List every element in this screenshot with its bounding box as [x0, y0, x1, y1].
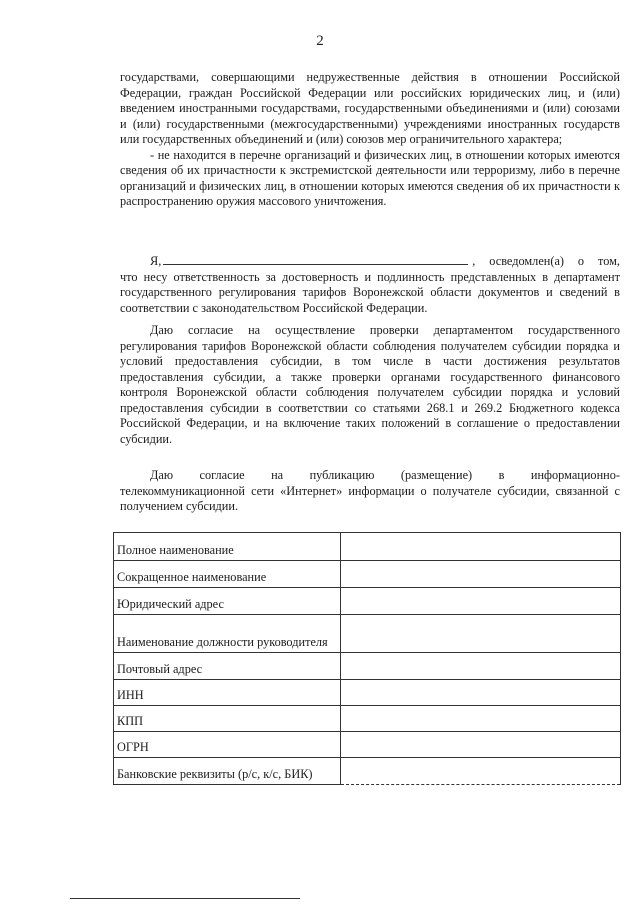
table-row [114, 588, 621, 615]
consent-inspection [120, 323, 620, 447]
consent-publication-first-line: Даю согласие на публикацию (размещение) в информационно- [150, 468, 620, 482]
row-label: Полное наименование [114, 533, 341, 561]
row-value-field[interactable] [341, 653, 621, 680]
responsibility-acknowledgment [120, 253, 620, 316]
table-row [114, 680, 621, 706]
consent-publication [120, 468, 620, 515]
table-row [114, 561, 621, 588]
table-row [114, 653, 621, 680]
footnote-divider [70, 898, 300, 899]
row-label: Почтовый адрес [114, 653, 341, 680]
name-signature-field[interactable] [163, 253, 468, 265]
signature-row [120, 253, 620, 270]
ack-suffix: , осведомлен(а) о том, [472, 254, 620, 268]
row-value-field[interactable] [341, 732, 621, 758]
row-label: Юридический адрес [114, 588, 341, 615]
row-value-field[interactable] [341, 588, 621, 615]
row-label: Наименование должности руководителя [114, 615, 341, 653]
row-label: КПП [114, 706, 341, 732]
page-number: 2 [316, 33, 324, 49]
paragraph-extremism: - не находится в перечне организаций и физических лиц, в отношении которых имеются сведения об их причастности к экстремистской деятельности или терроризму, либо в перечне организаций и физических лиц, в отношении которых имеются сведения об их причастности к распространению оружия массового уничтожения. [120, 147, 620, 208]
row-label: ОГРН [114, 732, 341, 758]
row-label: Сокращенное наименование [114, 561, 341, 588]
row-value-field[interactable] [341, 533, 621, 561]
table-row [114, 615, 621, 653]
table-row [114, 706, 621, 732]
row-label: Банковские реквизиты (р/с, к/с, БИК) [114, 758, 341, 785]
row-value-field[interactable] [341, 706, 621, 732]
row-value-field[interactable] [341, 758, 621, 785]
table-row [114, 533, 621, 561]
table-row [114, 758, 621, 785]
table-row [114, 732, 621, 758]
paragraph-sanctions: государствами, совершающими недружественные действия в отношении Российской Федерации, граждан Российской Федерации или российских юридических лиц, и (или) введением иностранными государствами, государственными объединениями и (или) союзами и (или) государственными (межгосударственными) учреждениями иностранных государств или государственных объединений и (или) союзов мер ограничительного характера; [120, 70, 620, 146]
row-value-field[interactable] [341, 680, 621, 706]
paragraph-consent-inspection: Даю согласие на осуществление проверки департаментом государственного регулирования тарифов Воронежской области соблюдения получателем субсидии порядка и условий предоставления субсидии, в том числе в части достижения результатов предоставления субсидии, а также проверки органами государственного финансового контроля Воронежской области соблюдения получателем субсидии порядка и условий предоставления субсидии в соответствии со статьями 268.1 и 269.2 Бюджетного кодекса Российской Федерации, и на включение таких положений в соглашение о предоставлении субсидии. [120, 323, 620, 446]
consent-publication-rest: телекоммуникационной сети «Интернет» информации о получателе субсидии, связанной с получением субсидии. [120, 483, 620, 513]
declaration-continuation [120, 70, 620, 210]
ack-prefix: Я, [150, 254, 162, 268]
ack-body: что несу ответственность за достоверность и подлинность представленных в департамент государственного регулирования тарифов Воронежской области документов и сведений в соответствии с законодательством Российской Федерации. [120, 269, 620, 315]
row-value-field[interactable] [341, 561, 621, 588]
row-value-field[interactable] [341, 615, 621, 653]
row-label: ИНН [114, 680, 341, 706]
recipient-info-table [113, 532, 621, 785]
